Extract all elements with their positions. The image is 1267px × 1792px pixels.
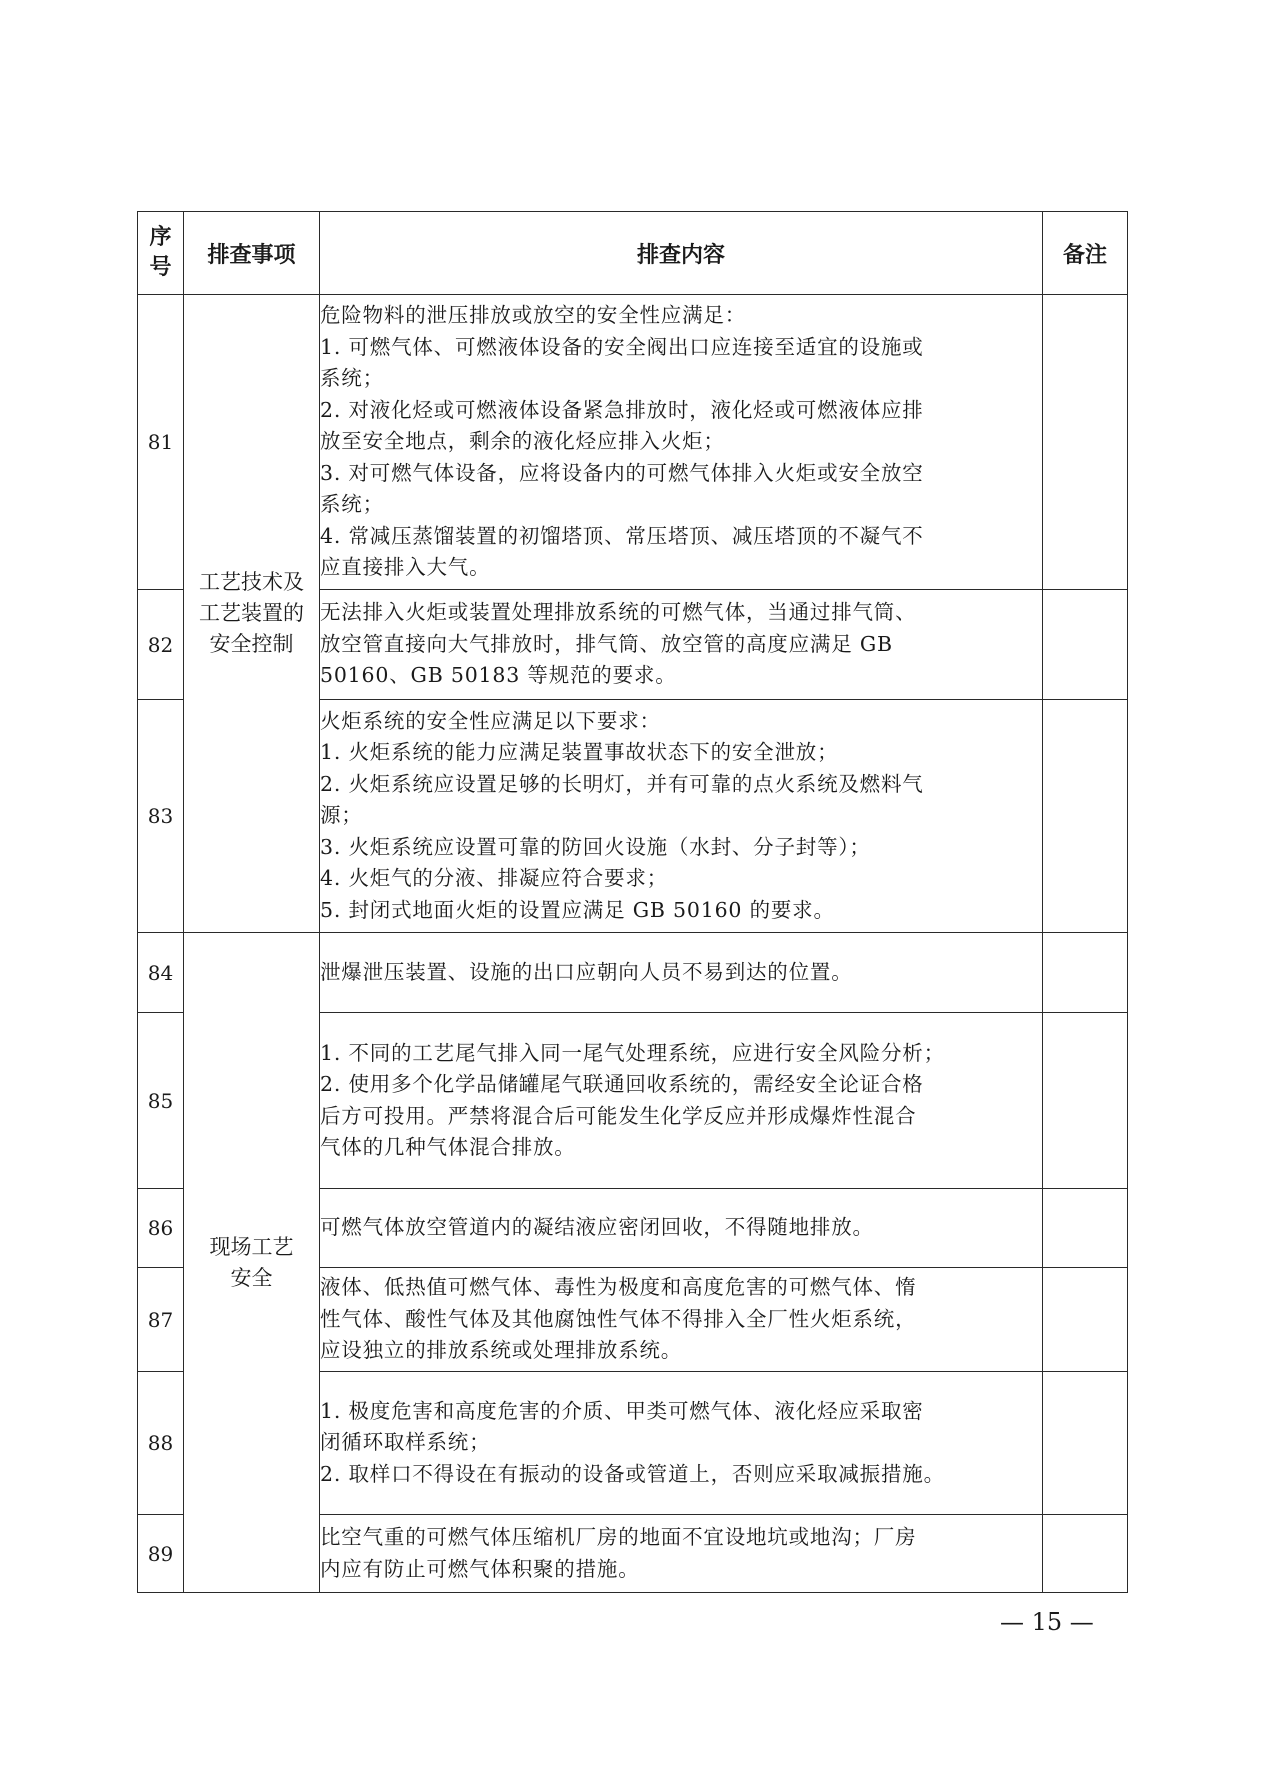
content-line: 2. 对液化烃或可燃液体设备紧急排放时，液化烃或可燃液体应排: [320, 397, 924, 422]
page-number: — 15 —: [1000, 1608, 1094, 1636]
category-line: 工艺技术及: [199, 570, 304, 594]
category-line: 现场工艺: [209, 1234, 294, 1259]
content-line: 2. 使用多个化学品储罐尾气联通回收系统的，需经安全论证合格: [320, 1072, 924, 1096]
row-number: 81: [138, 295, 184, 590]
row-number: 84: [138, 933, 184, 1013]
content-line: 比空气重的可燃气体压缩机厂房的地面不宜设地坑或地沟；厂房: [320, 1525, 917, 1549]
content-line: 1. 不同的工艺尾气排入同一尾气处理系统，应进行安全风险分析；: [320, 1040, 945, 1065]
category-site-safety: [184, 933, 320, 1593]
content-line: 放空管直接向大气排放时，排气筒、放空管的高度应满足 GB: [320, 631, 893, 656]
header-row: [138, 212, 1128, 295]
content-line: 系统；: [320, 366, 384, 391]
row-remark: [1043, 1013, 1128, 1189]
header-seq-line1: 序: [149, 225, 172, 250]
row-remark: [1043, 700, 1128, 933]
content-line: 4. 常减压蒸馏装置的初馏塔顶、常压塔顶、减压塔顶的不凝气不: [320, 523, 924, 548]
row-number: 87: [138, 1268, 184, 1372]
row-number: 89: [138, 1515, 184, 1593]
row-content: [320, 295, 1043, 590]
row-remark: [1043, 590, 1128, 700]
row-content: [320, 1268, 1043, 1372]
row-content: [320, 1515, 1043, 1593]
header-seq: [138, 212, 184, 295]
content-line: 液体、低热值可燃气体、毒性为极度和高度危害的可燃气体、惰: [320, 1275, 917, 1300]
row-remark: [1043, 1189, 1128, 1268]
content-line: 泄爆泄压装置、设施的出口应朝向人员不易到达的位置。: [320, 959, 853, 984]
content-line: 3. 火炬系统应设置可靠的防回火设施（水封、分子封等）；: [320, 834, 871, 859]
row-content: [320, 1013, 1043, 1189]
header-item: 排查事项: [184, 212, 320, 295]
content-line: 性气体、酸性气体及其他腐蚀性气体不得排入全厂性火炬系统，: [320, 1306, 917, 1331]
content-line: 放至安全地点，剩余的液化烃应排入火炬；: [320, 429, 725, 454]
table-row: [138, 295, 1128, 590]
content-line: 无法排入火炬或装置处理排放系统的可燃气体，当通过排气筒、: [320, 600, 917, 625]
content-line: 系统；: [320, 492, 384, 517]
content-line: 危险物料的泄压排放或放空的安全性应满足：: [320, 303, 746, 328]
row-remark: [1043, 1268, 1128, 1372]
content-line: 气体的几种气体混合排放。: [320, 1135, 576, 1159]
content-line: 火炬系统的安全性应满足以下要求：: [320, 708, 661, 733]
content-line: 2. 火炬系统应设置足够的长明灯，并有可靠的点火系统及燃料气: [320, 771, 924, 796]
row-number: 86: [138, 1189, 184, 1268]
content-line: 闭循环取样系统；: [320, 1430, 491, 1455]
table-row: [138, 933, 1128, 1013]
row-remark: [1043, 295, 1128, 590]
content-line: 源；: [320, 803, 363, 828]
content-line: 应设独立的排放系统或处理排放系统。: [320, 1338, 683, 1363]
row-content: [320, 1372, 1043, 1515]
row-number: 83: [138, 700, 184, 933]
header-seq-line2: 号: [149, 255, 172, 280]
content-line: 后方可投用。严禁将混合后可能发生化学反应并形成爆炸性混合: [320, 1103, 917, 1128]
header-remark: 备注: [1043, 212, 1128, 295]
category-line: 安全控制: [209, 632, 294, 656]
row-content: [320, 590, 1043, 700]
row-content: [320, 933, 1043, 1013]
header-content: 排查内容: [320, 212, 1043, 295]
row-remark: [1043, 1372, 1128, 1515]
content-line: 5. 封闭式地面火炬的设置应满足 GB 50160 的要求。: [320, 897, 835, 922]
row-remark: [1043, 1515, 1128, 1593]
row-content: [320, 1189, 1043, 1268]
content-line: 可燃气体放空管道内的凝结液应密闭回收，不得随地排放。: [320, 1215, 874, 1240]
row-content: [320, 700, 1043, 933]
content-line: 2. 取样口不得设在有振动的设备或管道上，否则应采取减振措施。: [320, 1461, 945, 1486]
content-line: 3. 对可燃气体设备，应将设备内的可燃气体排入火炬或安全放空: [320, 460, 924, 485]
checklist-table: [137, 211, 1128, 1593]
content-line: 1. 可燃气体、可燃液体设备的安全阀出口应连接至适宜的设施或: [320, 334, 924, 359]
content-line: 1. 极度危害和高度危害的介质、甲类可燃气体、液化烃应采取密: [320, 1398, 924, 1423]
category-line: 工艺装置的: [199, 601, 304, 625]
content-line: 应直接排入大气。: [320, 555, 491, 580]
content-line: 内应有防止可燃气体积聚的措施。: [320, 1556, 640, 1581]
content-line: 50160、GB 50183 等规范的要求。: [320, 663, 677, 688]
row-number: 85: [138, 1013, 184, 1189]
category-process-control: [184, 295, 320, 933]
content-line: 4. 火炬气的分液、排凝应符合要求；: [320, 866, 668, 891]
row-number: 82: [138, 590, 184, 700]
row-remark: [1043, 933, 1128, 1013]
content-line: 1. 火炬系统的能力应满足装置事故状态下的安全泄放；: [320, 740, 839, 765]
category-line: 安全: [230, 1265, 273, 1290]
row-number: 88: [138, 1372, 184, 1515]
